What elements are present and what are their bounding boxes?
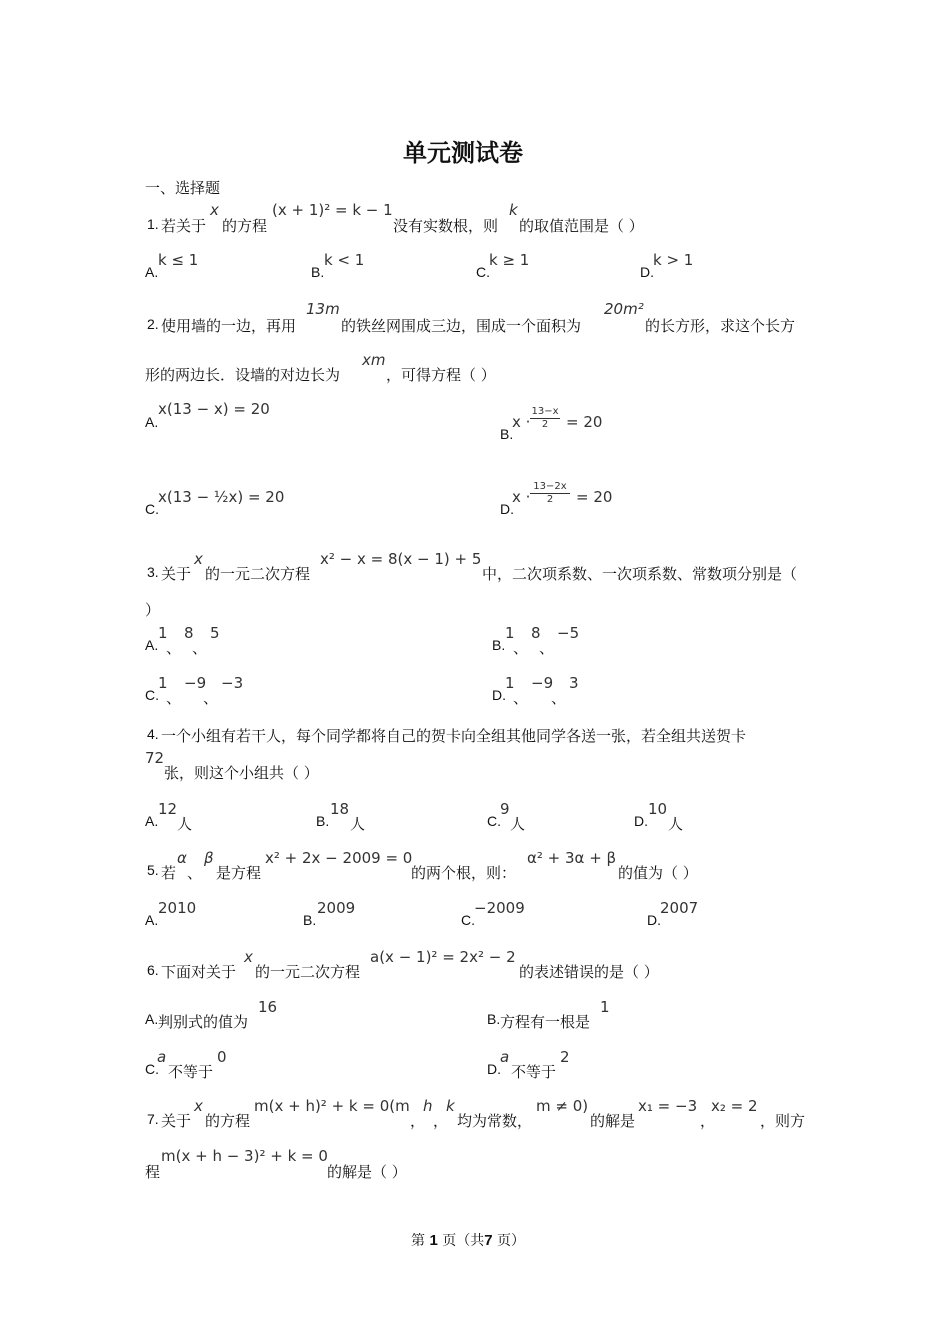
option-math: −9 xyxy=(184,674,207,692)
fraction-denominator: 2 xyxy=(541,419,549,430)
option-label: B. xyxy=(311,264,325,280)
option-text: 不等于 xyxy=(168,1063,214,1081)
footer-text: 页） xyxy=(497,1233,526,1249)
fraction xyxy=(530,406,560,431)
option-math: = 20 xyxy=(576,488,613,506)
option-math: x(13 − x) = 20 xyxy=(158,400,270,418)
math-number: 72 xyxy=(145,749,165,767)
question-text: 的一元二次方程 xyxy=(255,963,361,981)
question-text: 的表述错误的是（ ） xyxy=(519,963,659,981)
math-var: x xyxy=(194,550,203,568)
fraction-denominator: 2 xyxy=(546,494,554,505)
math-var: x xyxy=(194,1097,203,1115)
option-label: C. xyxy=(145,1061,159,1077)
question-text: 的方程 xyxy=(222,217,268,235)
option-math: −5 xyxy=(557,624,580,642)
question-number: 4. xyxy=(147,726,159,742)
question-number: 7. xyxy=(147,1111,159,1127)
math-var: x xyxy=(210,201,219,219)
option-label: D. xyxy=(492,687,506,703)
fraction-numerator: 13−x xyxy=(531,406,559,417)
option-math: = 20 xyxy=(566,413,603,431)
option-text: 方程有一根是 xyxy=(500,1013,591,1031)
option-math: 16 xyxy=(258,998,278,1016)
option-label: A. xyxy=(145,637,159,653)
question-number: 6. xyxy=(147,962,159,978)
option-math: 2010 xyxy=(158,899,197,917)
option-text: 判别式的值为 xyxy=(158,1013,249,1031)
math-expression: m ≠ 0) xyxy=(536,1097,589,1115)
option-label: C. xyxy=(476,264,490,280)
option-math: 10 xyxy=(648,800,668,818)
option-label: D. xyxy=(647,912,661,928)
question-number: 3. xyxy=(147,564,159,580)
option-math: 12 xyxy=(158,800,178,818)
separator: 、 xyxy=(166,689,182,707)
question-text: 的两个根，则： xyxy=(411,864,517,882)
question-number: 2. xyxy=(147,316,159,332)
question-text: 形的两边长．设墙的对边长为 xyxy=(145,366,341,384)
question-text: 关于 xyxy=(161,565,192,583)
option-label: D. xyxy=(500,501,514,517)
option-unit: 人 xyxy=(510,815,526,833)
option-unit: 人 xyxy=(668,815,684,833)
math-var: x xyxy=(244,948,253,966)
option-label: A. xyxy=(145,1011,159,1027)
separator: 、 xyxy=(513,639,529,657)
option-unit: 人 xyxy=(177,815,193,833)
option-label: B. xyxy=(487,1011,501,1027)
question-text: 使用墙的一边，再用 xyxy=(161,317,297,335)
question-text: 若 xyxy=(161,864,177,882)
question-text: 的一元二次方程 xyxy=(205,565,311,583)
option-math: 8 xyxy=(531,624,541,642)
question-number: 1. xyxy=(147,216,159,232)
page-title: 单元测试卷 xyxy=(403,139,523,167)
option-math: k < 1 xyxy=(324,251,365,269)
separator: ， xyxy=(433,1112,449,1130)
separator: 、 xyxy=(166,639,182,657)
option-label: A. xyxy=(145,912,159,928)
option-math: 1 xyxy=(600,998,610,1016)
option-math: −9 xyxy=(531,674,554,692)
option-math: 9 xyxy=(500,800,510,818)
option-label: C. xyxy=(145,687,159,703)
option-math: x(13 − ½x) = 20 xyxy=(158,488,285,506)
option-math: 2009 xyxy=(317,899,356,917)
math-equation: x² − x = 8(x − 1) + 5 xyxy=(320,550,482,568)
option-math: 1 xyxy=(505,624,515,642)
option-math: −2009 xyxy=(474,899,525,917)
math-var: k xyxy=(446,1097,455,1115)
page-footer xyxy=(411,1230,525,1250)
math-equation: m(x + h)² + k = 0(m xyxy=(254,1097,410,1115)
question-text: 关于 xyxy=(161,1112,192,1130)
separator: 、 xyxy=(513,689,529,707)
separator: ， xyxy=(410,1112,426,1130)
question-text: 的解是（ ） xyxy=(327,1163,407,1181)
option-label: B. xyxy=(500,426,514,442)
question-text: 下面对关于 xyxy=(161,963,237,981)
section-heading: 一、选择题 xyxy=(145,179,221,197)
question-text: 若关于 xyxy=(161,217,207,235)
option-label: B. xyxy=(316,813,330,829)
question-text: 是方程 xyxy=(216,864,262,882)
option-math: 2 xyxy=(560,1048,570,1066)
separator: 、 xyxy=(187,864,203,882)
question-text: 张，则这个小组共（ ） xyxy=(164,764,319,782)
option-math: 18 xyxy=(330,800,350,818)
option-math: 0 xyxy=(217,1048,227,1066)
math-expr: 20m² xyxy=(604,300,644,318)
question-number: 5. xyxy=(147,862,159,878)
separator: 、 xyxy=(203,689,219,707)
option-math: 3 xyxy=(569,674,579,692)
math-expression: x₂ = 2 xyxy=(711,1097,758,1115)
option-math: 1 xyxy=(158,674,168,692)
footer-text: 第 xyxy=(411,1233,425,1249)
option-label: A. xyxy=(145,264,159,280)
option-label: B. xyxy=(492,637,506,653)
math-var: a xyxy=(157,1048,167,1066)
option-math: −3 xyxy=(221,674,244,692)
option-label: D. xyxy=(487,1061,501,1077)
separator: ， xyxy=(700,1112,716,1130)
option-math: k > 1 xyxy=(653,251,694,269)
option-label: D. xyxy=(640,264,654,280)
fraction xyxy=(530,481,570,506)
question-text: 的长方形，求这个长方 xyxy=(645,317,796,335)
math-var: α xyxy=(177,849,187,867)
option-label: D. xyxy=(634,813,648,829)
separator: 、 xyxy=(192,639,208,657)
math-expression: x₁ = −3 xyxy=(638,1097,698,1115)
math-equation: (x + 1)² = k − 1 xyxy=(272,201,393,219)
question-text: ，则方 xyxy=(760,1112,806,1130)
math-expr: 13m xyxy=(306,300,340,318)
option-label: B. xyxy=(303,912,317,928)
option-math: x · xyxy=(512,413,531,431)
question-text: 的解是 xyxy=(590,1112,636,1130)
math-var: h xyxy=(423,1097,433,1115)
option-math: 2007 xyxy=(660,899,699,917)
question-text: 程 xyxy=(145,1163,161,1181)
math-equation: a(x − 1)² = 2x² − 2 xyxy=(370,948,516,966)
math-var: k xyxy=(509,201,518,219)
math-expression: α² + 3α + β xyxy=(527,849,617,867)
option-label: A. xyxy=(145,414,159,430)
question-text: 的方程 xyxy=(205,1112,251,1130)
option-unit: 人 xyxy=(350,815,366,833)
question-text: 均为常数， xyxy=(457,1112,533,1130)
fraction-numerator: 13−2x xyxy=(530,481,570,494)
question-text: 的取值范围是（ ） xyxy=(519,217,644,235)
option-label: A. xyxy=(145,813,159,829)
option-math: x · xyxy=(512,488,531,506)
separator: 、 xyxy=(539,639,555,657)
option-math: 5 xyxy=(210,624,220,642)
math-var: a xyxy=(500,1048,510,1066)
option-math: 1 xyxy=(158,624,168,642)
math-equation: x² + 2x − 2009 = 0 xyxy=(265,849,413,867)
question-text: 一个小组有若干人，每个同学都将自己的贺卡向全组其他同学各送一张，若全组共送贺卡 xyxy=(161,727,747,745)
math-var: β xyxy=(204,849,214,867)
footer-text: 页（共 xyxy=(442,1233,485,1249)
math-expr: xm xyxy=(362,351,386,369)
separator: 、 xyxy=(551,689,567,707)
option-math: 8 xyxy=(184,624,194,642)
option-label: C. xyxy=(461,912,475,928)
total-pages: 7 xyxy=(484,1232,493,1249)
math-equation: m(x + h − 3)² + k = 0 xyxy=(161,1147,328,1165)
question-text: 的铁丝网围成三边，围成一个面积为 xyxy=(341,317,582,335)
question-text: 没有实数根，则 xyxy=(393,217,499,235)
question-text: 的值为（ ） xyxy=(618,864,698,882)
current-page: 1 xyxy=(429,1232,438,1249)
option-label: C. xyxy=(487,813,501,829)
option-label: C. xyxy=(145,501,159,517)
option-math: k ≤ 1 xyxy=(158,251,199,269)
option-math: 1 xyxy=(505,674,515,692)
question-text: 中，二次项系数、一次项系数、常数项分别是（ xyxy=(482,565,798,583)
option-text: 不等于 xyxy=(511,1063,557,1081)
option-math: k ≥ 1 xyxy=(489,251,530,269)
question-text: ，可得方程（ ） xyxy=(386,366,496,384)
question-text: ） xyxy=(145,601,161,619)
